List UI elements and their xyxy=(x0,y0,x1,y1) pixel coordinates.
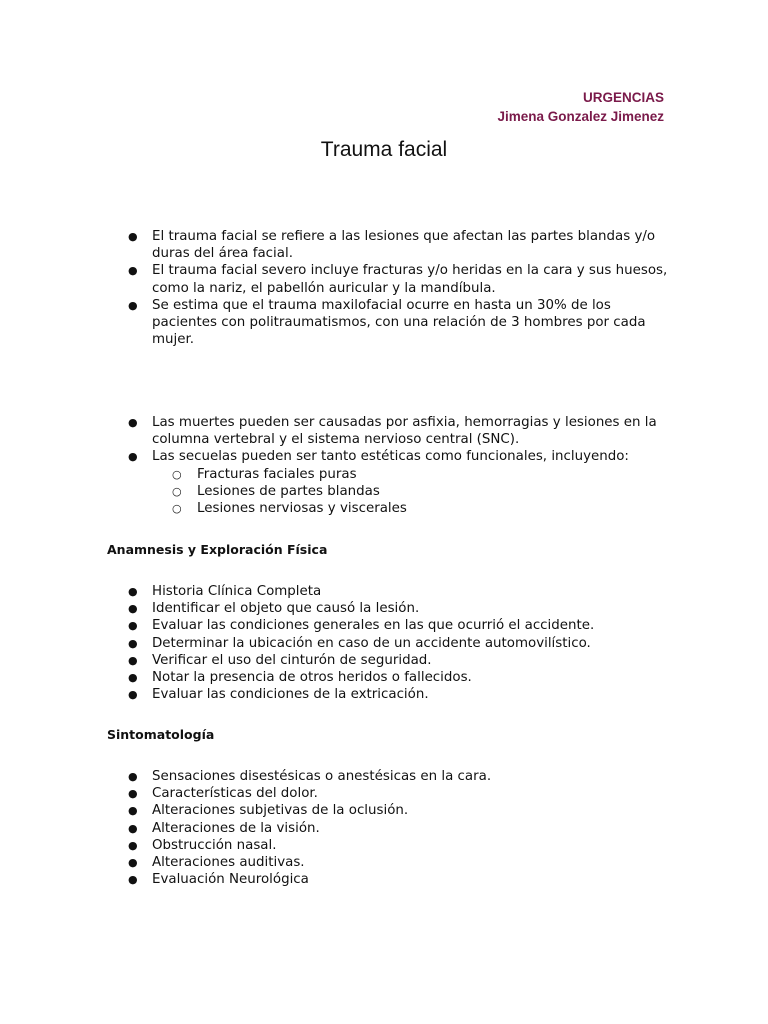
bullet-icon: ● xyxy=(128,856,138,870)
bullet-icon: ● xyxy=(128,653,138,667)
intro-list xyxy=(0,228,672,348)
bullet-icon: ● xyxy=(128,804,138,818)
sintomatologia-list xyxy=(0,768,672,888)
sequelae-sublist xyxy=(152,466,672,518)
bullet-icon: ● xyxy=(128,450,138,464)
circle-bullet-icon: ○ xyxy=(172,502,182,516)
sintomatologia-heading: Sintomatología xyxy=(107,727,215,742)
bullet-icon: ● xyxy=(128,873,138,887)
circle-bullet-icon: ○ xyxy=(172,467,182,481)
sub-list-item: ○ Fracturas faciales puras xyxy=(172,466,357,482)
list-item: ● Evaluar las condiciones de la extricación. xyxy=(128,687,429,703)
bullet-icon: ● xyxy=(128,602,138,616)
bullet-icon: ● xyxy=(128,264,138,278)
circle-bullet-icon: ○ xyxy=(172,484,182,498)
list-item: ● Obstrucción nasal. xyxy=(128,837,277,853)
anamnesis-heading: Anamnesis y Exploración Física xyxy=(107,542,328,557)
list-item: ● El trauma facial severo incluye fracturas y/o heridas en la cara y sus huesos, como la nariz, el pabellón auricular y la mandíbula. xyxy=(128,263,668,296)
bullet-icon: ● xyxy=(128,636,138,650)
list-item: ● Evaluación Neurológica xyxy=(128,872,309,888)
bullet-icon: ● xyxy=(128,770,138,783)
list-item: ● Identificar el objeto que causó la lesión. xyxy=(128,601,420,617)
list-item: ● Alteraciones de la visión. xyxy=(128,820,320,836)
department-label: URGENCIAS xyxy=(582,90,664,105)
list-item: ● Alteraciones auditivas. xyxy=(128,855,305,871)
list-item: ● Se estima que el trauma maxilofacial ocurre en hasta un 30% de los pacientes con politraumatismos, con una relación de 3 hombres por cada mujer. xyxy=(128,297,646,348)
sub-list-item: ○ Lesiones de partes blandas xyxy=(172,483,380,499)
list-item: ● Evaluar las condiciones generales en las que ocurrió el accidente. xyxy=(128,618,595,634)
bullet-icon: ● xyxy=(128,298,138,312)
bullet-icon: ● xyxy=(128,787,138,801)
list-item: ● Las muertes pueden ser causadas por asfixia, hemorragias y lesiones en la columna vertebral y el sistema nervioso central (SNC). xyxy=(128,415,657,448)
list-item: ● Las secuelas pueden ser tanto estéticas como funcionales, incluyendo: ○ Fracturas faciales puras ○ Lesiones de partes blandas ○ Lesiones nerviosas y viscerales xyxy=(0,448,672,517)
sub-list-item: ○ Lesiones nerviosas y viscerales xyxy=(172,501,407,517)
consequences-list xyxy=(0,414,672,517)
list-item: ● Características del dolor. xyxy=(128,786,318,802)
bullet-icon: ● xyxy=(128,619,138,633)
list-item: ● Sensaciones disestésicas o anestésicas en la cara. xyxy=(128,769,492,784)
page-title: Trauma facial xyxy=(320,138,448,161)
document-header xyxy=(497,88,664,126)
anamnesis-list xyxy=(0,583,672,703)
bullet-icon: ● xyxy=(128,416,138,429)
bullet-icon: ● xyxy=(128,838,138,852)
bullet-icon: ● xyxy=(128,671,138,685)
list-item: ● Historia Clínica Completa xyxy=(128,584,322,599)
bullet-icon: ● xyxy=(128,821,138,835)
list-item: ● Determinar la ubicación en caso de un accidente automovilístico. xyxy=(128,635,591,651)
author-name: Jimena Gonzalez Jimenez xyxy=(497,109,664,124)
list-item: ● Notar la presencia de otros heridos o fallecidos. xyxy=(128,670,472,686)
bullet-icon: ● xyxy=(128,688,138,702)
bullet-icon: ● xyxy=(128,585,138,598)
bullet-icon: ● xyxy=(128,230,138,243)
list-item: ● El trauma facial se refiere a las lesiones que afectan las partes blandas y/o duras del área facial. xyxy=(128,229,656,262)
list-item: ● Verificar el uso del cinturón de seguridad. xyxy=(128,652,432,668)
list-item: ● Alteraciones subjetivas de la oclusión. xyxy=(128,803,409,819)
